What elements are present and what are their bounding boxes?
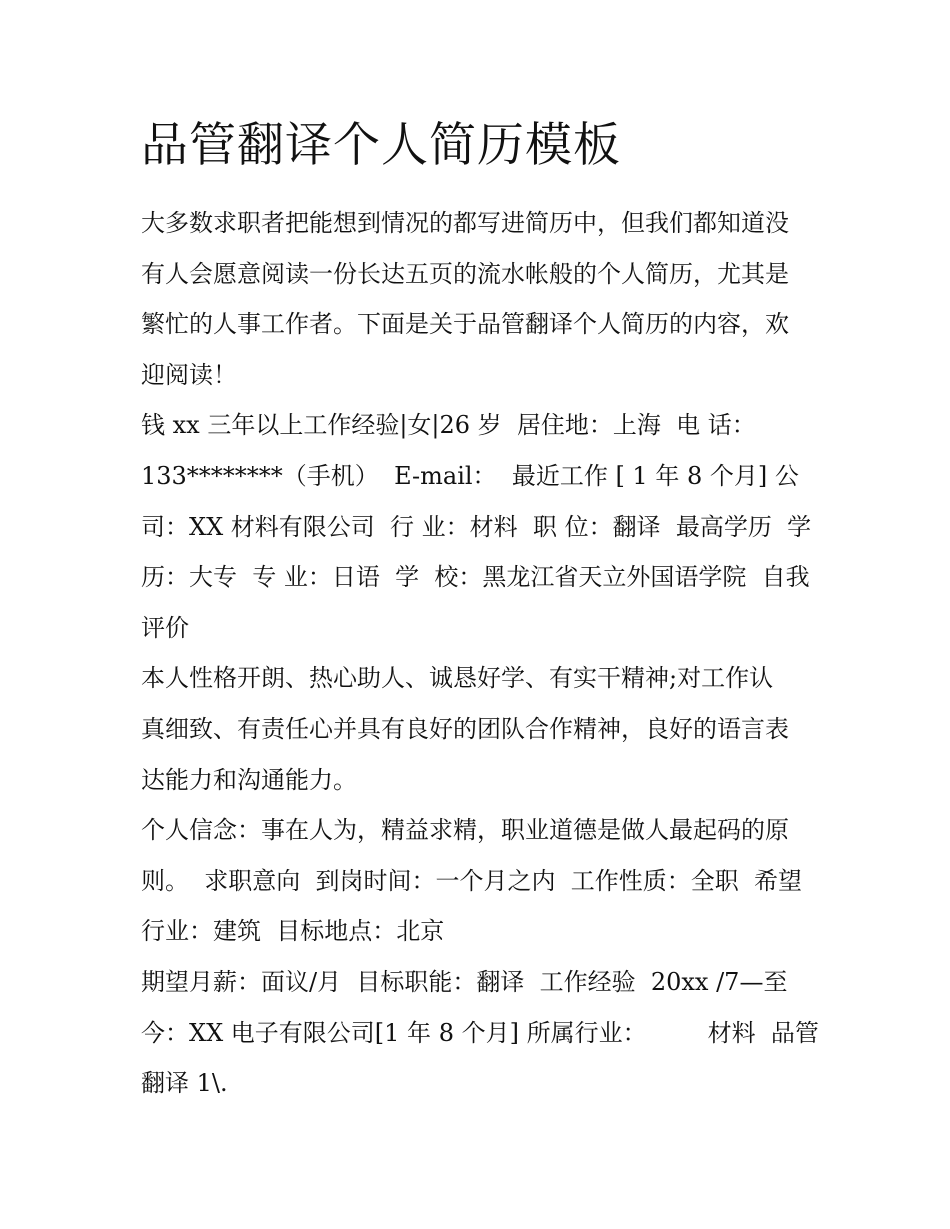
work-experience-paragraph	[141, 957, 821, 1109]
text-line: 评价	[141, 613, 189, 642]
self-evaluation-paragraph	[141, 653, 821, 805]
text-line: 行业：建筑 目标地点：北京	[141, 917, 445, 946]
personal-info-paragraph	[141, 400, 821, 653]
text-line: 司：XX 材料有限公司 行 业：材料 职 位：翻译 最高学历 学	[141, 512, 812, 541]
intro-paragraph	[141, 198, 821, 400]
text-line: 大多数求职者把能想到情况的都写进简历中，但我们都知道没	[141, 209, 789, 237]
job-intention-paragraph	[141, 805, 821, 957]
text-line: 历：大专 专 业：日语 学 校：黑龙江省天立外国语学院 自我	[141, 563, 810, 592]
text-line: 本人性格开朗、热心助人、诚恳好学、有实干精神;对工作认	[141, 664, 774, 693]
text-line: 有人会愿意阅读一份长达五页的流水帐般的个人简历，尤其是	[141, 259, 789, 288]
text-line: 翻译 1\.	[141, 1069, 228, 1098]
text-line: 个人信念：事在人为，精益求精，职业道德是做人最起码的原	[141, 816, 789, 845]
text-line: 繁忙的人事工作者。下面是关于品管翻译个人简历的内容，欢	[141, 310, 789, 339]
text-line: 迎阅读！	[141, 360, 237, 389]
document-title: 品管翻译个人简历模板	[141, 118, 621, 173]
text-line: 133********（手机） E-mail： 最近工作 [ 1 年 8 个月] 公	[141, 461, 799, 490]
text-line: 今：XX 电子有限公司[1 年 8 个月] 所属行业： 材料 品管	[141, 1018, 819, 1047]
text-line: 达能力和沟通能力。	[141, 765, 357, 794]
text-line: 期望月薪：面议/月 目标职能：翻译 工作经验 20xx /7—至	[141, 967, 788, 996]
text-line: 则。 求职意向 到岗时间：一个月之内 工作性质：全职 希望	[141, 866, 803, 895]
text-line: 钱 xx 三年以上工作经验|女|26 岁 居住地：上海 电 话：	[141, 411, 756, 440]
document-body	[141, 198, 821, 1109]
text-line: 真细致、有责任心并具有良好的团队合作精神，良好的语言表	[141, 714, 789, 743]
